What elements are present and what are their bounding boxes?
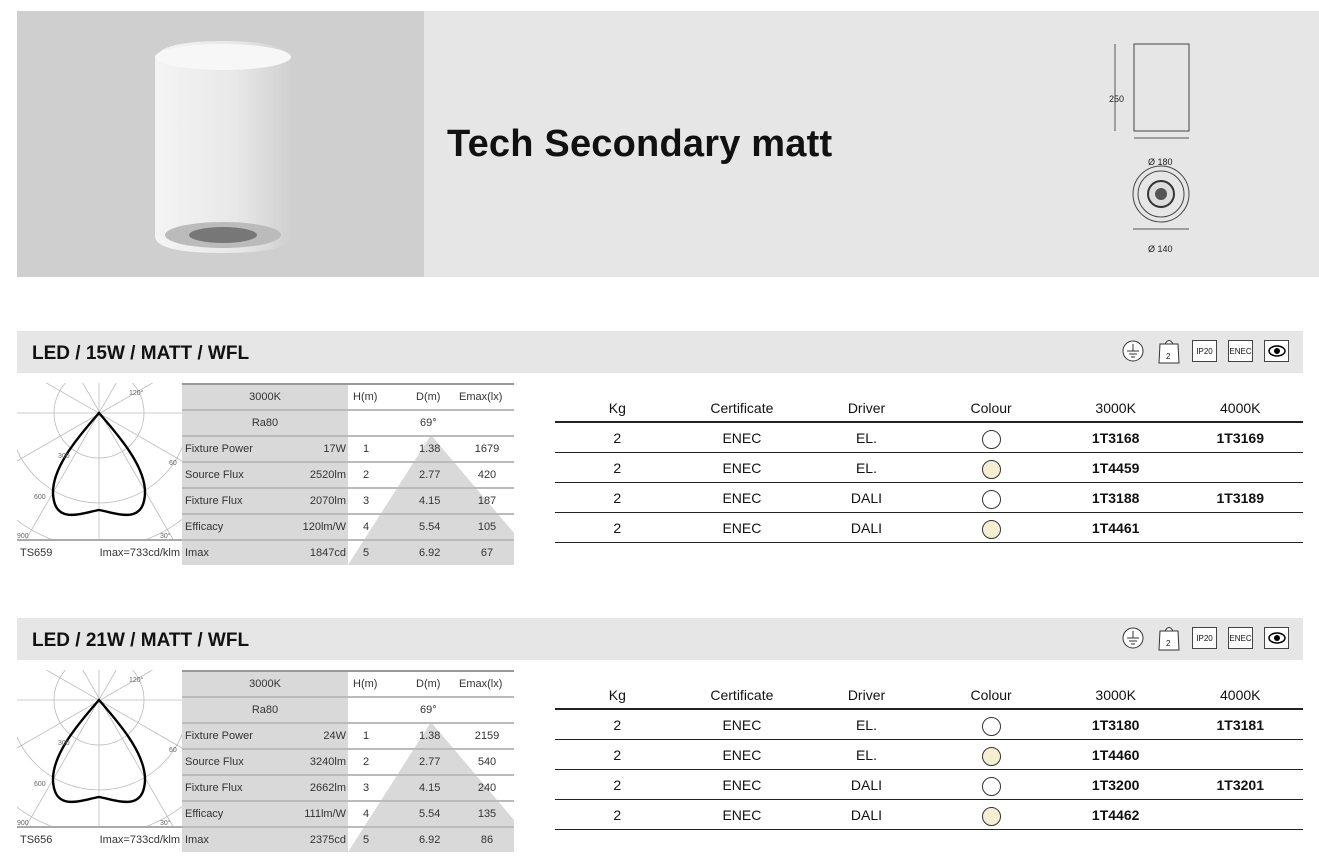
code-3000k-cell[interactable]: 1T4462: [1091, 807, 1140, 823]
column-header: 4000K: [1220, 687, 1261, 703]
cylinder-luminaire-image: [17, 11, 424, 277]
spec-label: Source Flux: [185, 469, 244, 481]
polar-axis-label: 900: [17, 533, 29, 540]
table-row[interactable]: [555, 483, 1303, 513]
driver-cell: EL.: [855, 460, 877, 476]
weight-cell: 2: [613, 717, 622, 733]
diameter-value: 5.54: [419, 808, 441, 820]
column-header: Certificate: [710, 400, 774, 416]
code-3000k-cell[interactable]: 1T3200: [1091, 777, 1140, 793]
colour-cell: [929, 800, 1054, 829]
code-4000k-cell[interactable]: [1178, 800, 1303, 829]
code-4000k-cell[interactable]: [1178, 453, 1303, 482]
spec-value: 17W: [323, 443, 346, 455]
photometric-data: [17, 383, 514, 565]
earth-class-icon: [1120, 627, 1145, 649]
driver-cell: EL.: [855, 430, 877, 446]
spec-value: 120lm/W: [302, 521, 346, 533]
height-dimension: 250: [1109, 94, 1125, 104]
height-value: 5: [363, 834, 370, 846]
cri-label: Ra80: [251, 704, 279, 716]
section-header: [17, 331, 1303, 373]
column-header: Driver: [847, 400, 886, 416]
certification-icons: [1120, 340, 1289, 362]
certificate-cell: ENEC: [722, 747, 762, 763]
dimension-drawing: [1087, 39, 1227, 259]
diameter-value: 4.15: [419, 782, 441, 794]
spec-label: Efficacy: [185, 808, 224, 820]
emax-value: 135: [477, 808, 497, 820]
emax-value: 1679: [474, 443, 500, 455]
diameter-value: 1.38: [419, 443, 441, 455]
product-variant-section: [17, 618, 1303, 846]
product-banner: [17, 11, 1319, 277]
photometric-ra-row: [182, 696, 514, 722]
driver-cell: EL.: [855, 717, 877, 733]
spec-value: 111lm/W: [304, 808, 346, 820]
section-header: [17, 618, 1303, 660]
emax-value: 420: [477, 469, 497, 481]
diameter-value: 2.77: [419, 756, 441, 768]
table-row[interactable]: [555, 513, 1303, 543]
driver-cell: DALI: [850, 520, 883, 536]
weight-icon-label: 2: [1166, 352, 1171, 361]
polar-diagram: [17, 670, 182, 826]
photometric-row: [182, 461, 514, 487]
order-table-header: [555, 680, 1303, 710]
diameter-value: 1.38: [419, 730, 441, 742]
certificate-cell: ENEC: [722, 430, 762, 446]
spec-value: 24W: [323, 730, 346, 742]
diameter-dimension: Ø 180: [1148, 157, 1173, 167]
code-4000k-cell[interactable]: [1178, 513, 1303, 542]
cct-label: 3000K: [249, 391, 281, 403]
height-value: 1: [363, 443, 370, 455]
column-header: Driver: [847, 687, 886, 703]
height-value: 2: [363, 469, 370, 481]
code-3000k-cell[interactable]: 1T4459: [1091, 460, 1140, 476]
driver-cell: DALI: [850, 807, 883, 823]
diameter-value: 6.92: [419, 547, 441, 559]
colour-swatch-white: [982, 717, 1001, 736]
photometry-code: TS659: [20, 547, 53, 559]
polar-diagram: [17, 383, 182, 539]
polar-axis-label: 300: [58, 740, 70, 747]
photometric-table: [182, 383, 514, 565]
height-header: H(m): [353, 391, 378, 403]
weight-icon-label: 2: [1166, 639, 1171, 648]
photometric-ra-row: [182, 409, 514, 435]
column-header: 3000K: [1095, 687, 1136, 703]
colour-swatch-white: [982, 490, 1001, 509]
polar-axis-label: 120°: [129, 677, 144, 684]
eye-safety-icon: [1264, 340, 1289, 362]
table-row[interactable]: [555, 710, 1303, 740]
column-header: Kg: [608, 687, 626, 703]
emax-header: Emax(lx): [459, 391, 503, 403]
photometric-row: [182, 539, 514, 565]
certificate-cell: ENEC: [722, 807, 762, 823]
emax-header: Emax(lx): [459, 678, 503, 690]
spec-label: Fixture Flux: [185, 495, 243, 507]
spec-value: 2375cd: [309, 834, 346, 846]
eye-safety-icon: [1264, 627, 1289, 649]
beam-angle: 69°: [420, 704, 437, 716]
column-header: Kg: [608, 400, 626, 416]
code-4000k-cell[interactable]: 1T3169: [1216, 430, 1264, 446]
spec-label: Fixture Power: [185, 730, 253, 742]
colour-cell: [929, 710, 1054, 739]
spec-value: 2520lm: [309, 469, 346, 481]
polar-axis-label: 60: [169, 747, 177, 754]
diameter-value: 2.77: [419, 469, 441, 481]
relative-imax: Imax=733cd/klm: [99, 547, 180, 559]
product-variant-section: [17, 331, 1303, 559]
column-header: 4000K: [1220, 400, 1261, 416]
colour-cell: [929, 513, 1054, 542]
polar-axis-label: 300: [58, 453, 70, 460]
colour-swatch-white: [982, 777, 1001, 796]
spec-label: Fixture Flux: [185, 782, 243, 794]
colour-swatch-white: [982, 430, 1001, 449]
weight-icon: [1156, 340, 1181, 362]
weight-icon: [1156, 627, 1181, 649]
code-4000k-cell[interactable]: [1178, 740, 1303, 769]
product-title: Tech Secondary matt: [447, 123, 833, 165]
weight-cell: 2: [613, 430, 622, 446]
order-table-header: [555, 393, 1303, 423]
cct-label: 3000K: [249, 678, 281, 690]
spec-label: Imax: [185, 547, 209, 559]
spec-label: Imax: [185, 834, 209, 846]
spec-label: Efficacy: [185, 521, 224, 533]
height-value: 1: [363, 730, 370, 742]
table-row[interactable]: [555, 800, 1303, 830]
photometric-data: [17, 670, 514, 852]
emax-value: 540: [477, 756, 497, 768]
spec-value: 2662lm: [309, 782, 346, 794]
product-photo: [17, 11, 424, 277]
polar-axis-label: 120°: [129, 390, 144, 397]
photometric-header-row: [182, 383, 514, 409]
column-header: Certificate: [710, 687, 774, 703]
photometric-header-row: [182, 670, 514, 696]
order-table: [555, 393, 1303, 543]
emax-value: 105: [477, 521, 497, 533]
certificate-cell: ENEC: [722, 520, 762, 536]
height-value: 3: [363, 495, 370, 507]
relative-imax: Imax=733cd/klm: [99, 834, 180, 846]
code-4000k-cell[interactable]: 1T3189: [1216, 490, 1264, 506]
code-3000k-cell[interactable]: 1T4461: [1091, 520, 1140, 536]
code-3000k-cell[interactable]: 1T3188: [1091, 490, 1140, 506]
ip20-icon: IP20: [1192, 627, 1217, 649]
table-row[interactable]: [555, 740, 1303, 770]
spec-value: 3240lm: [309, 756, 346, 768]
cri-label: Ra80: [251, 417, 279, 429]
photometric-row: [182, 435, 514, 461]
polar-footer: [17, 826, 182, 852]
earth-class-icon: [1120, 340, 1145, 362]
emax-value: 86: [480, 834, 494, 846]
column-header: Colour: [970, 687, 1012, 703]
height-value: 5: [363, 547, 370, 559]
polar-footer: [17, 539, 182, 565]
height-value: 2: [363, 756, 370, 768]
table-row[interactable]: [555, 453, 1303, 483]
code-4000k-cell[interactable]: 1T3201: [1216, 777, 1264, 793]
colour-cell: [929, 483, 1054, 512]
height-value: 4: [363, 808, 370, 820]
table-row[interactable]: [555, 770, 1303, 800]
emax-value: 67: [480, 547, 494, 559]
beam-angle: 69°: [420, 417, 437, 429]
diameter-value: 4.15: [419, 495, 441, 507]
polar-axis-label: 600: [34, 781, 46, 788]
height-header: H(m): [353, 678, 378, 690]
diameter-header: D(m): [416, 678, 441, 690]
diameter-value: 6.92: [419, 834, 441, 846]
weight-cell: 2: [613, 520, 622, 536]
emax-value: 187: [477, 495, 497, 507]
code-3000k-cell[interactable]: 1T3168: [1091, 430, 1140, 446]
photometric-row: [182, 800, 514, 826]
certificate-cell: ENEC: [722, 717, 762, 733]
colour-cell: [929, 740, 1054, 769]
certificate-cell: ENEC: [722, 460, 762, 476]
polar-axis-label: 30°: [160, 820, 171, 827]
colour-cell: [929, 453, 1054, 482]
ip20-icon: IP20: [1192, 340, 1217, 362]
enec-icon: ENEC: [1228, 627, 1253, 649]
emax-value: 2159: [474, 730, 500, 742]
spec-value: 1847cd: [309, 547, 346, 559]
certification-icons: [1120, 627, 1289, 649]
column-header: Colour: [970, 400, 1012, 416]
column-header: 3000K: [1095, 400, 1136, 416]
polar-axis-label: 600: [34, 494, 46, 501]
cutout-dimension: Ø 140: [1148, 244, 1173, 254]
weight-cell: 2: [613, 777, 622, 793]
weight-cell: 2: [613, 460, 622, 476]
enec-icon: ENEC: [1228, 340, 1253, 362]
spec-value: 2070lm: [309, 495, 346, 507]
code-3000k-cell[interactable]: 1T4460: [1091, 747, 1140, 763]
table-row[interactable]: [555, 423, 1303, 453]
driver-cell: DALI: [850, 777, 883, 793]
diameter-value: 5.54: [419, 521, 441, 533]
driver-cell: EL.: [855, 747, 877, 763]
weight-cell: 2: [613, 807, 622, 823]
height-value: 4: [363, 521, 370, 533]
colour-swatch-warm: [982, 807, 1001, 826]
colour-swatch-warm: [982, 460, 1001, 479]
diameter-header: D(m): [416, 391, 441, 403]
certificate-cell: ENEC: [722, 490, 762, 506]
driver-cell: DALI: [850, 490, 883, 506]
emax-value: 240: [477, 782, 497, 794]
photometry-code: TS656: [20, 834, 53, 846]
code-4000k-cell[interactable]: 1T3181: [1216, 717, 1264, 733]
weight-cell: 2: [613, 747, 622, 763]
code-3000k-cell[interactable]: 1T3180: [1091, 717, 1140, 733]
colour-cell: [929, 423, 1054, 452]
height-value: 3: [363, 782, 370, 794]
colour-cell: [929, 770, 1054, 799]
photometric-row: [182, 487, 514, 513]
photometric-table: [182, 670, 514, 852]
photometric-row: [182, 748, 514, 774]
spec-label: Source Flux: [185, 756, 244, 768]
weight-cell: 2: [613, 490, 622, 506]
photometric-row: [182, 826, 514, 852]
order-table: [555, 680, 1303, 830]
photometric-row: [182, 513, 514, 539]
certificate-cell: ENEC: [722, 777, 762, 793]
photometric-row: [182, 774, 514, 800]
polar-axis-label: 900: [17, 820, 29, 827]
variant-title: LED / 15W / MATT / WFL: [32, 343, 250, 364]
polar-axis-label: 30°: [160, 533, 171, 540]
colour-swatch-warm: [982, 747, 1001, 766]
photometric-row: [182, 722, 514, 748]
variant-title: LED / 21W / MATT / WFL: [32, 630, 250, 651]
polar-axis-label: 60: [169, 460, 177, 467]
colour-swatch-warm: [982, 520, 1001, 539]
spec-label: Fixture Power: [185, 443, 253, 455]
